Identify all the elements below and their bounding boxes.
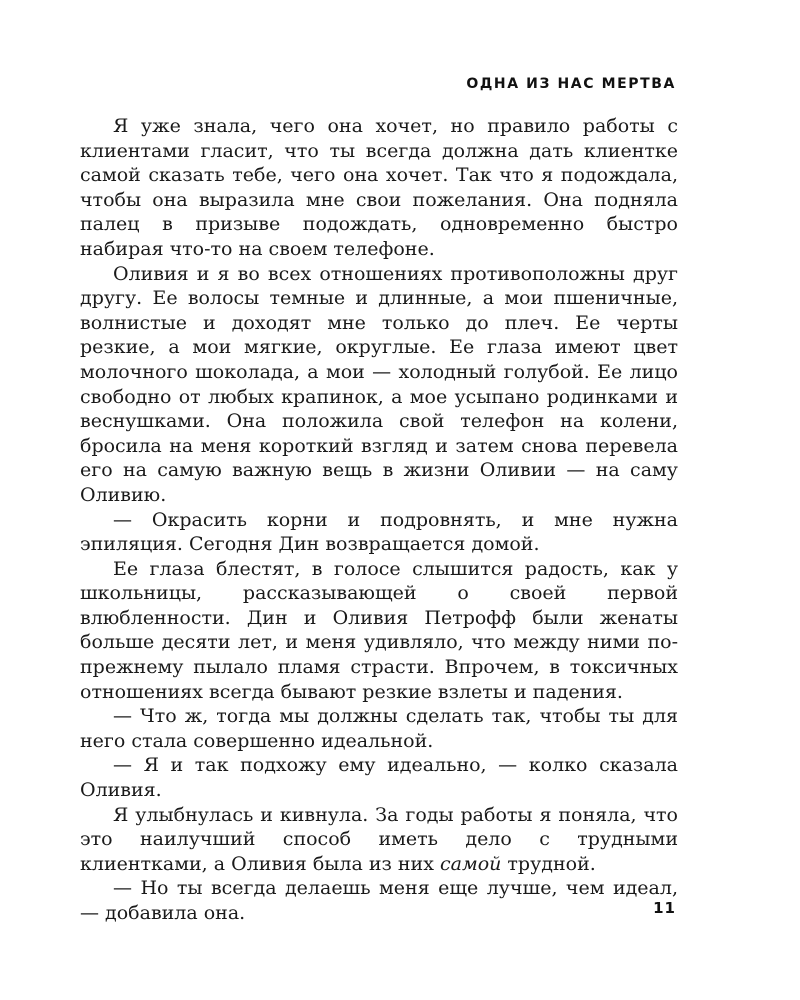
paragraph: Я уже знала, чего она хочет, но правило работы с клиентами гласит, что ты всегда должна дать клиентке самой сказать тебе, чего она хочет. Так что я подождала, чтобы она выразила мне свои пожелания. Она подняла палец в призыве подождать, одновременно быстро набирая что-то на своем телефоне. bbox=[80, 115, 678, 260]
page-number: 11 bbox=[653, 899, 676, 917]
body-text bbox=[80, 114, 678, 926]
paragraph bbox=[80, 803, 678, 877]
emphasized-word: самой bbox=[439, 852, 502, 875]
paragraph: — Что ж, тогда мы должны сделать так, чтобы ты для него стала совершенно идеальной. bbox=[80, 705, 678, 752]
paragraph: — Но ты всегда делаешь меня еще лучше, чем идеал, — добавила она. bbox=[80, 877, 678, 924]
paragraph: Ее глаза блестят, в голосе слышится радость, как у школьницы, рассказывающей о своей первой влюбленности. Дин и Оливия Петрофф были женаты больше десяти лет, и меня удивляло, что между ними по-прежнему пылало пламя страсти. Впрочем, в токсичных отношениях всегда бывают резкие взлеты и падения. bbox=[80, 557, 678, 703]
running-header: ОДНА ИЗ НАС МЕРТВА bbox=[466, 76, 676, 92]
paragraph-text: трудной. bbox=[501, 852, 596, 875]
paragraph: Оливия и я во всех отношениях противоположны друг другу. Ее волосы темные и длинные, а мои пшеничные, волнистые и доходят мне только до плеч. Ее черты резкие, а мои мягкие, округлые. Ее глаза имеют цвет молочного шоколада, а мои — холодный голубой. Ее лицо свободно от любых крапинок, а мое усыпано родинками и веснушками. Она положила свой телефон на колени, бросила на меня короткий взгляд и затем снова перевела его на самую важную вещь в жизни Оливии — на саму Оливию. bbox=[80, 262, 678, 506]
paragraph: — Окрасить корни и подровнять, и мне нужна эпиляция. Сегодня Дин возвращается домой. bbox=[80, 508, 678, 556]
paragraph-text: Я улыбнулась и кивнула. За годы работы я поняла, что это наилучший способ иметь дело с трудными клиентками, а Оливия была из них bbox=[80, 803, 678, 875]
paragraph: — Я и так подхожу ему идеально, — колко сказала Оливия. bbox=[80, 754, 678, 802]
